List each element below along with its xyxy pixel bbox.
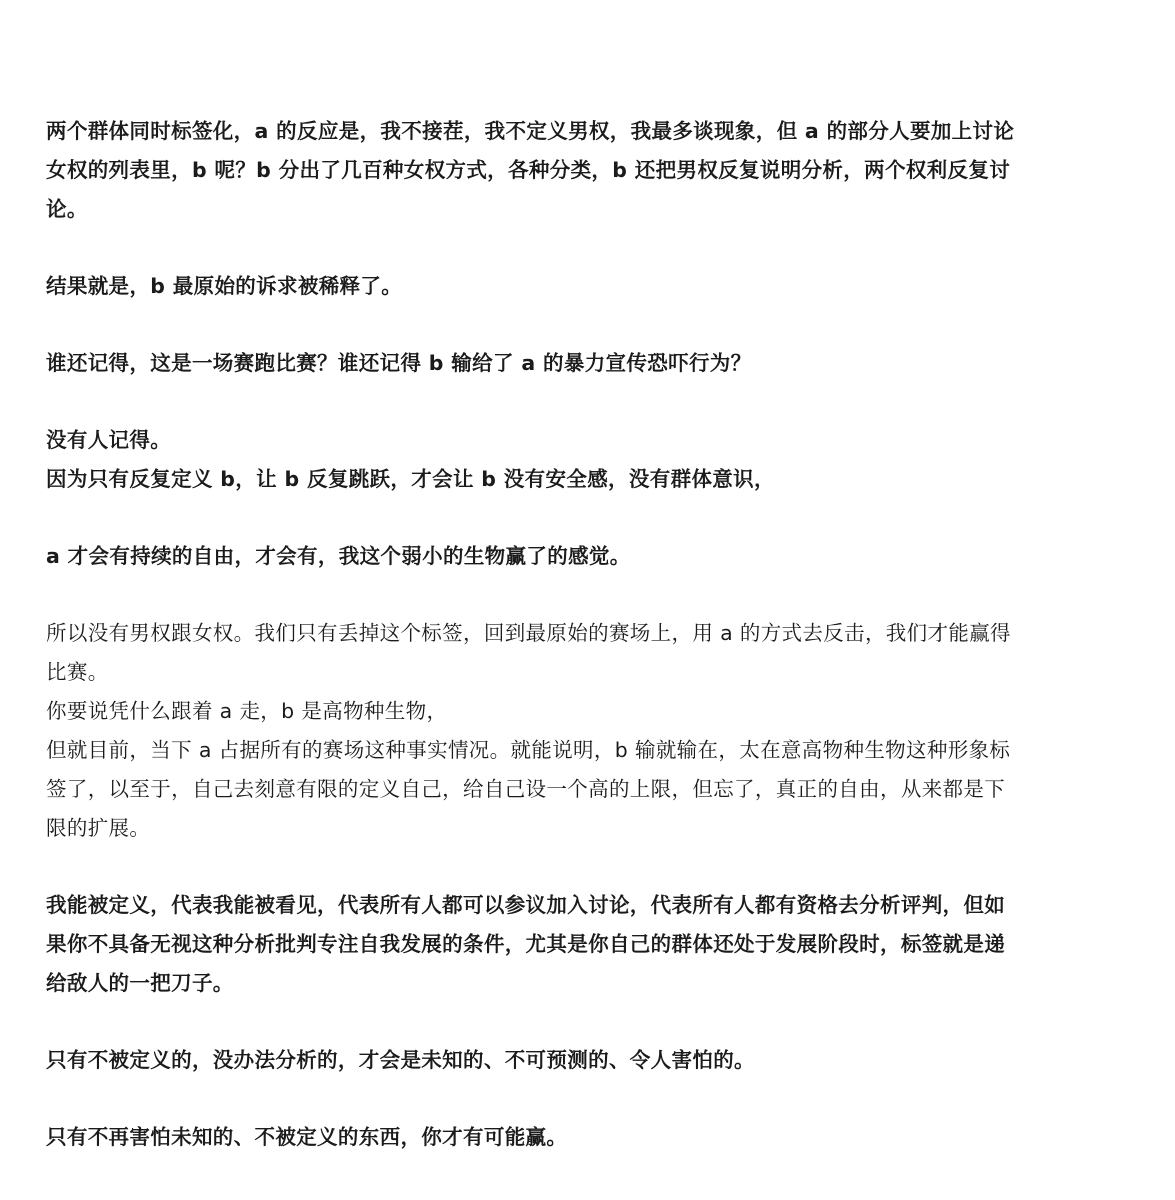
paragraph-gap <box>46 848 1136 886</box>
paragraph-line: 没有人记得。 <box>46 428 172 452</box>
paragraph-2 <box>46 267 1136 306</box>
paragraph-line: 论。 <box>46 197 88 221</box>
paragraph-gap <box>46 499 1136 537</box>
paragraph-line: 比赛。 <box>46 660 109 684</box>
paragraph-line: 给敌人的一把刀子。 <box>46 971 234 995</box>
paragraph-line: 果你不具备无视这种分析批判专注自我发展的条件，尤其是你自己的群体还处于发展阶段时，标签就是递 <box>46 932 1006 956</box>
paragraph-line: 结果就是，b 最原始的诉求被稀释了。 <box>46 274 403 298</box>
paragraph-8 <box>46 1041 1136 1080</box>
paragraph-line: 所以没有男权跟女权。我们只有丢掉这个标签，回到最原始的赛场上，用 a 的方式去反击，我们才能赢得 <box>46 621 1011 645</box>
paragraph-gap <box>46 1003 1136 1041</box>
paragraph-line: 只有不被定义的，没办法分析的，才会是未知的、不可预测的、令人害怕的。 <box>46 1048 755 1072</box>
paragraph-line: 因为只有反复定义 b，让 b 反复跳跃，才会让 b 没有安全感，没有群体意识， <box>46 467 775 491</box>
paragraph-gap <box>46 576 1136 614</box>
paragraph-gap <box>46 306 1136 344</box>
paragraph-line: 你要说凭什么跟着 a 走，b 是高物种生物， <box>46 699 448 723</box>
paragraph-line: a 才会有持续的自由，才会有，我这个弱小的生物赢了的感觉。 <box>46 544 631 568</box>
paragraph-9 <box>46 1118 1136 1157</box>
paragraph-line: 两个群体同时标签化，a 的反应是，我不接茬，我不定义男权，我最多谈现象，但 a 的部分人要加上讨论 <box>46 119 1015 143</box>
paragraph-4 <box>46 421 1136 499</box>
paragraph-gap <box>46 1080 1136 1118</box>
paragraph-gap <box>46 229 1136 267</box>
article-body <box>46 112 1136 1157</box>
paragraph-5 <box>46 537 1136 576</box>
paragraph-6 <box>46 614 1136 848</box>
paragraph-line: 我能被定义，代表我能被看见，代表所有人都可以参议加入讨论，代表所有人都有资格去分析评判，但如 <box>46 893 1006 917</box>
paragraph-7 <box>46 886 1136 1003</box>
paragraph-line: 签了，以至于，自己去刻意有限的定义自己，给自己设一个高的上限，但忘了，真正的自由，从来都是下 <box>46 777 1006 801</box>
paragraph-gap <box>46 383 1136 421</box>
paragraph-line: 谁还记得，这是一场赛跑比赛？谁还记得 b 输给了 a 的暴力宣传恐吓行为？ <box>46 351 752 375</box>
paragraph-1 <box>46 112 1136 229</box>
paragraph-line: 女权的列表里，b 呢？b 分出了几百种女权方式，各种分类，b 还把男权反复说明分析，两个权利反复讨 <box>46 158 1011 182</box>
paragraph-3 <box>46 344 1136 383</box>
paragraph-line: 限的扩展。 <box>46 816 151 840</box>
paragraph-line: 但就目前，当下 a 占据所有的赛场这种事实情况。就能说明，b 输就输在，太在意高物种生物这种形象标 <box>46 738 1011 762</box>
paragraph-line: 只有不再害怕未知的、不被定义的东西，你才有可能赢。 <box>46 1125 568 1149</box>
